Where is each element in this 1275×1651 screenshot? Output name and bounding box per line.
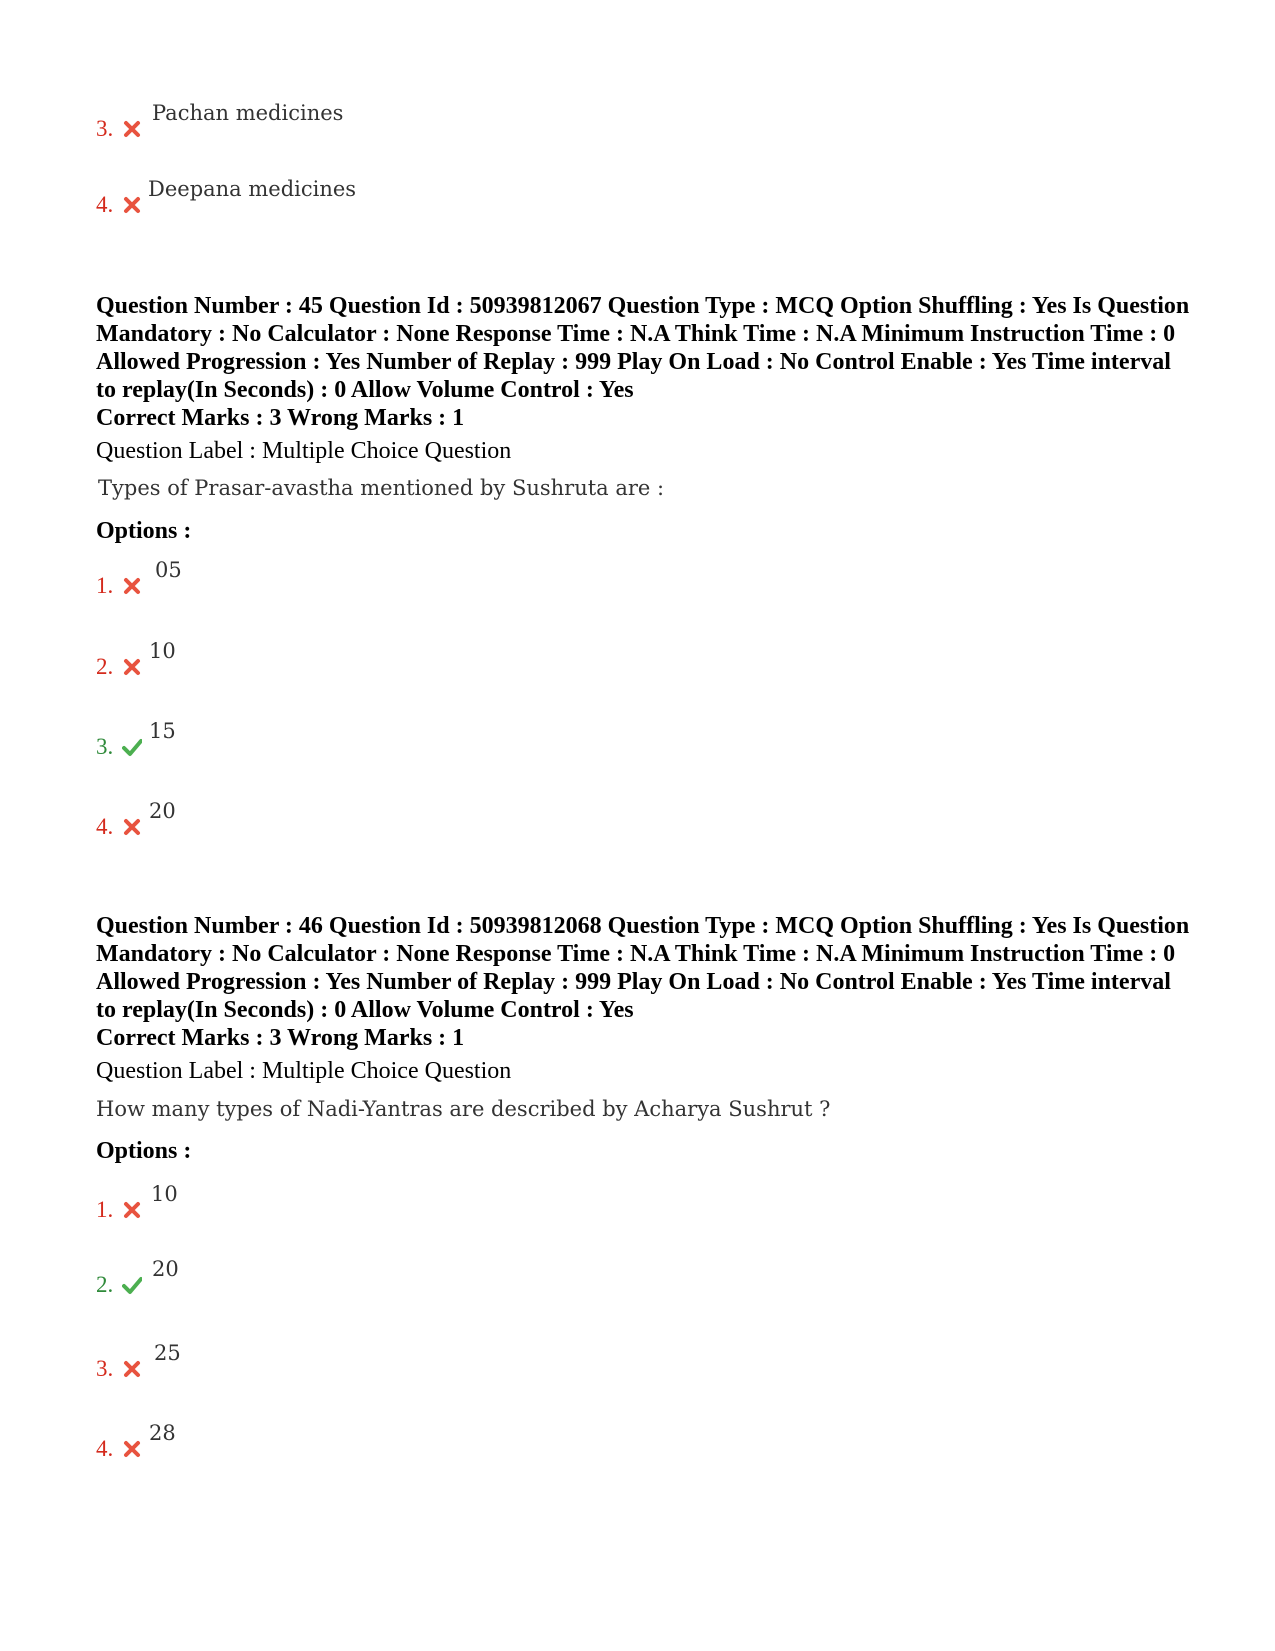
check-icon — [122, 1275, 142, 1295]
question-text: Types of Prasar-avastha mentioned by Sushruta are : — [98, 476, 665, 500]
option-number: 3. — [96, 734, 114, 759]
option-text: 25 — [154, 1341, 181, 1365]
cross-icon — [122, 817, 142, 837]
option-item — [96, 798, 796, 838]
marks-line: Correct Marks : 3 Wrong Marks : 1 — [96, 405, 465, 431]
cross-icon — [122, 195, 142, 215]
question-label: Question Label : Multiple Choice Question — [96, 438, 512, 464]
cross-icon — [122, 576, 142, 596]
option-number: 4. — [96, 192, 114, 217]
option-item — [96, 718, 796, 758]
option-number: 1. — [96, 573, 114, 598]
option-item — [96, 100, 796, 140]
option-number: 2. — [96, 1272, 114, 1297]
cross-icon — [122, 119, 142, 139]
option-text: Pachan medicines — [152, 101, 344, 125]
question-header: Question Number : 46 Question Id : 50939812068 Question Type : MCQ Option Shuffling : Yes Is Question Mandatory : No Calculator : None Response Time : N.A Think Time : N.A Minimum Instruction Time : 0 Allowed Progression : Yes Number of Replay : 999 Play On Load : No Control Enable : Yes Time interval to replay(In Seconds) : 0 Allow Volume Control : Yes — [96, 913, 1190, 1023]
option-item — [96, 557, 796, 597]
option-item — [96, 176, 796, 216]
cross-icon — [122, 657, 142, 677]
option-number: 4. — [96, 1436, 114, 1461]
option-item — [96, 1340, 796, 1380]
option-text: 10 — [151, 1182, 178, 1206]
option-item — [96, 1181, 796, 1221]
cross-icon — [122, 1359, 142, 1379]
cross-icon — [122, 1439, 142, 1459]
option-text: 15 — [149, 719, 176, 743]
option-text: 20 — [149, 799, 176, 823]
options-title: Options : — [96, 1138, 192, 1164]
option-number: 2. — [96, 654, 114, 679]
cross-icon — [122, 1200, 142, 1220]
marks-line: Correct Marks : 3 Wrong Marks : 1 — [96, 1025, 465, 1051]
option-text: 05 — [155, 558, 182, 582]
option-text: Deepana medicines — [148, 177, 357, 201]
option-text: 20 — [152, 1257, 179, 1281]
option-number: 1. — [96, 1197, 114, 1222]
option-number: 3. — [96, 116, 114, 141]
option-text: 10 — [149, 639, 176, 663]
option-item — [96, 1256, 796, 1296]
option-number: 3. — [96, 1356, 114, 1381]
option-item — [96, 1420, 796, 1460]
option-item — [96, 638, 796, 678]
question-label: Question Label : Multiple Choice Question — [96, 1058, 512, 1084]
options-title: Options : — [96, 518, 192, 544]
question-header: Question Number : 45 Question Id : 50939812067 Question Type : MCQ Option Shuffling : Yes Is Question Mandatory : No Calculator : None Response Time : N.A Think Time : N.A Minimum Instruction Time : 0 Allowed Progression : Yes Number of Replay : 999 Play On Load : No Control Enable : Yes Time interval to replay(In Seconds) : 0 Allow Volume Control : Yes — [96, 293, 1190, 403]
option-number: 4. — [96, 814, 114, 839]
option-text: 28 — [149, 1421, 176, 1445]
question-text: How many types of Nadi-Yantras are described by Acharya Sushrut ? — [96, 1097, 831, 1121]
check-icon — [122, 737, 142, 757]
